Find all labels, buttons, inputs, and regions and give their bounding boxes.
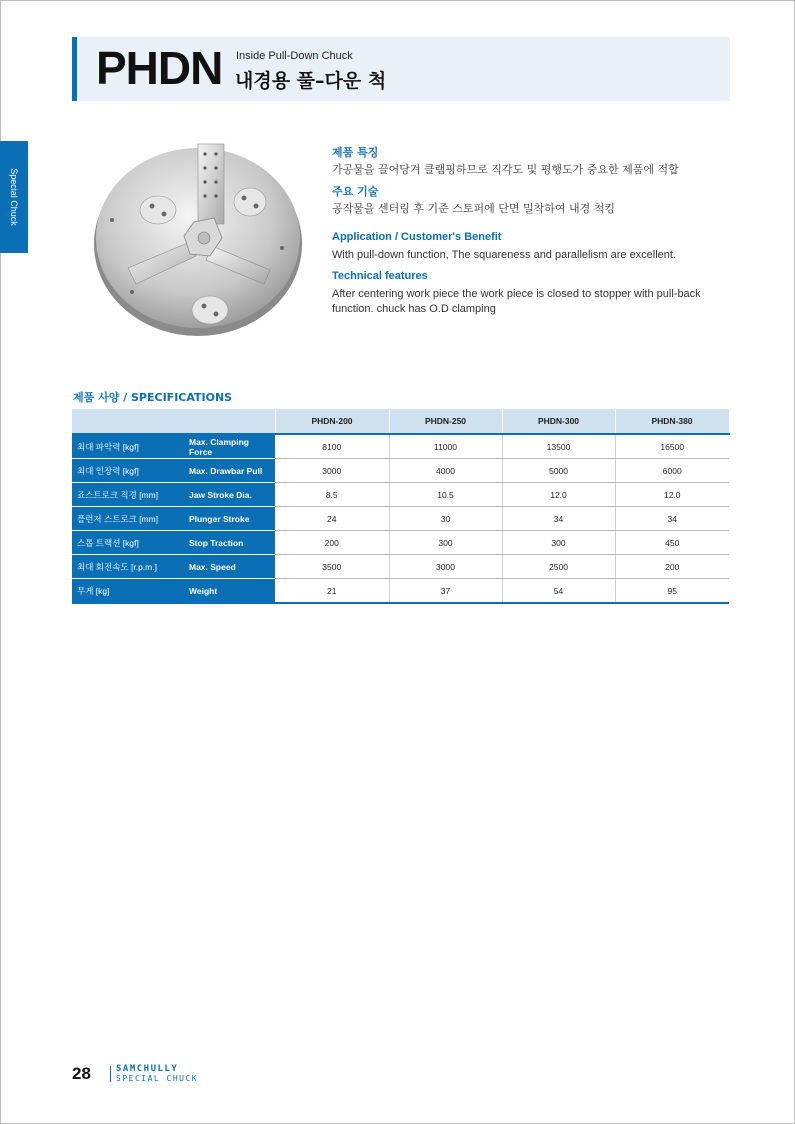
column-header: PHDN-300 bbox=[502, 409, 615, 434]
feature-title-kr: 제품 특징 bbox=[332, 146, 379, 159]
table-cell: 200 bbox=[615, 555, 729, 579]
row-label-kr: 최대 인장력 [kgf] bbox=[72, 459, 187, 483]
table-cell: 200 bbox=[275, 531, 389, 555]
table-cell: 300 bbox=[502, 531, 615, 555]
table-cell: 54 bbox=[502, 579, 615, 604]
row-label-kr: 스톱 트랙션 [kgf] bbox=[72, 531, 187, 555]
row-label-kr: 최대 회전속도 [r.p.m.] bbox=[72, 555, 187, 579]
table-cell: 34 bbox=[502, 507, 615, 531]
table-row bbox=[72, 434, 729, 459]
brand-tagline: SPECIAL CHUCK bbox=[116, 1074, 199, 1083]
table-header-row bbox=[72, 409, 729, 434]
side-tab-special-chuck[interactable] bbox=[0, 141, 28, 253]
brand-name: SAMCHULLY bbox=[116, 1064, 179, 1074]
footer-divider bbox=[110, 1066, 111, 1082]
table-cell: 3500 bbox=[275, 555, 389, 579]
table-cell: 4000 bbox=[389, 459, 502, 483]
table-cell: 10.5 bbox=[389, 483, 502, 507]
table-cell: 3000 bbox=[275, 459, 389, 483]
table-cell: 16500 bbox=[615, 434, 729, 459]
chuck-product-image bbox=[92, 138, 304, 338]
table-row bbox=[72, 531, 729, 555]
column-header: PHDN-250 bbox=[389, 409, 502, 434]
table-cell: 11000 bbox=[389, 434, 502, 459]
specifications-table bbox=[72, 409, 730, 604]
table-cell: 21 bbox=[275, 579, 389, 604]
subtitle-korean: 내경용 풀–다운 척 bbox=[235, 70, 387, 92]
table-cell: 8.5 bbox=[275, 483, 389, 507]
row-label-en: Jaw Stroke Dia. bbox=[187, 483, 275, 507]
row-label-kr: 죠스트로크 직경 [mm] bbox=[72, 483, 187, 507]
row-label-en: Weight bbox=[187, 579, 275, 604]
subtitle-english: Inside Pull-Down Chuck bbox=[236, 50, 353, 62]
row-label-kr: 최대 파악력 [kgf] bbox=[72, 434, 187, 459]
table-row bbox=[72, 555, 729, 579]
row-label-kr: 플런저 스트로크 [mm] bbox=[72, 507, 187, 531]
benefit-text-en: With pull-down function, The squareness and parallelism are excellent. bbox=[332, 249, 677, 261]
table-cell: 8100 bbox=[275, 434, 389, 459]
side-tab-label: Special Chuck bbox=[9, 168, 19, 226]
technology-text-kr: 공작물을 센터링 후 기준 스토퍼에 단면 밀착하여 내경 척킹 bbox=[332, 202, 615, 215]
table-cell: 37 bbox=[389, 579, 502, 604]
table-row bbox=[72, 579, 729, 604]
row-label-en: Max. Speed bbox=[187, 555, 275, 579]
table-row bbox=[72, 483, 729, 507]
title-accent-bar bbox=[72, 37, 77, 101]
row-label-en: Max. Drawbar Pull bbox=[187, 459, 275, 483]
row-label-en: Stop Traction bbox=[187, 531, 275, 555]
column-header: PHDN-200 bbox=[275, 409, 389, 434]
table-cell: 2500 bbox=[502, 555, 615, 579]
table-cell: 300 bbox=[389, 531, 502, 555]
table-cell: 12.0 bbox=[502, 483, 615, 507]
table-cell: 30 bbox=[389, 507, 502, 531]
row-label-kr: 무게 [kg] bbox=[72, 579, 187, 604]
feature-text-kr: 가공물을 끌어당겨 클램핑하므로 직각도 및 평행도가 중요한 제품에 적합 bbox=[332, 163, 679, 176]
table-cell: 6000 bbox=[615, 459, 729, 483]
table-cell: 12.0 bbox=[615, 483, 729, 507]
technical-features-title-en: Technical features bbox=[332, 270, 428, 282]
table-cell: 13500 bbox=[502, 434, 615, 459]
technical-features-text-en: After centering work piece the work piece is closed to stopper with pull-back function. chuck has O.D clamping bbox=[332, 288, 701, 315]
model-code: PHDN bbox=[96, 42, 223, 94]
table-cell: 95 bbox=[615, 579, 729, 604]
row-label-en: Plunger Stroke bbox=[187, 507, 275, 531]
table-cell: 24 bbox=[275, 507, 389, 531]
page-number: 28 bbox=[72, 1064, 91, 1083]
table-row bbox=[72, 507, 729, 531]
table-cell: 450 bbox=[615, 531, 729, 555]
table-row bbox=[72, 459, 729, 483]
benefit-title-en: Application / Customer's Benefit bbox=[332, 231, 502, 243]
table-header-empty bbox=[72, 409, 275, 434]
column-header: PHDN-380 bbox=[615, 409, 729, 434]
table-cell: 34 bbox=[615, 507, 729, 531]
row-label-en: Max. Clamping Force bbox=[187, 434, 275, 459]
table-cell: 3000 bbox=[389, 555, 502, 579]
table-cell: 5000 bbox=[502, 459, 615, 483]
technology-title-kr: 주요 기술 bbox=[332, 185, 379, 198]
specifications-title: 제품 사양 / SPECIFICATIONS bbox=[73, 391, 233, 404]
